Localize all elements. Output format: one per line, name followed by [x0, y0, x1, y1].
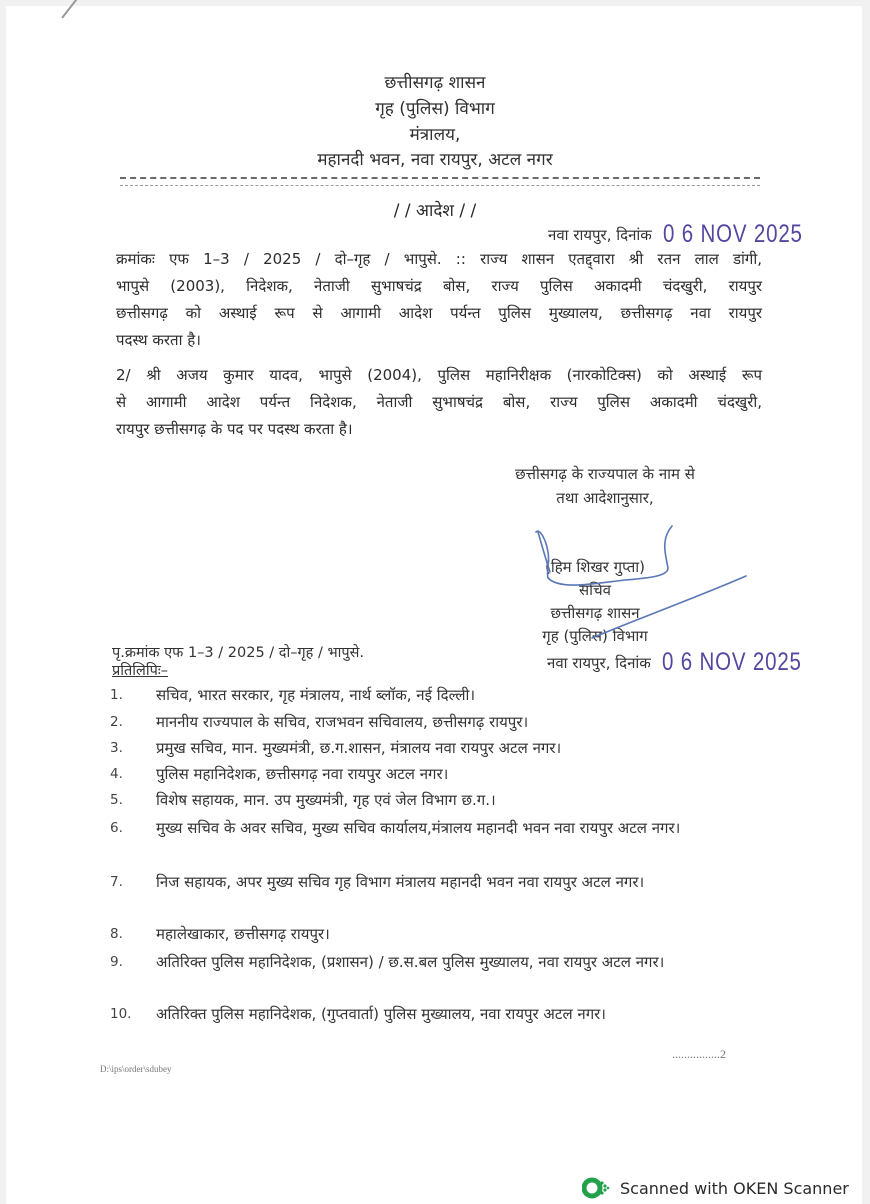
copy-item-number: 9.	[110, 954, 123, 970]
copy-item-number: 6.	[110, 820, 123, 836]
copy-item-text: अतिरिक्त पुलिस महानिदेशक, (गुप्तवार्ता) पुलिस मुख्यालय, नवा रायपुर अटल नगर।	[156, 1005, 606, 1023]
copy-item-number: 8.	[110, 926, 123, 942]
header-separator	[120, 177, 760, 179]
signatory-date-stamp: 0 6 NOV 2025	[661, 648, 802, 676]
header-ministry: मंत्रालय,	[409, 125, 461, 145]
order-place-date-label: नवा रायपुर, दिनांक	[548, 226, 652, 244]
copy-item-number: 2.	[110, 714, 123, 730]
scanner-watermark-text: Scanned with OKEN Scanner	[620, 1178, 849, 1198]
copy-item-number: 1.	[110, 687, 123, 703]
copy-list-item	[110, 710, 770, 735]
copy-item-text: सचिव, भारत सरकार, गृह मंत्रालय, नार्थ ब्लॉक, नई दिल्ली।	[156, 686, 476, 704]
signatory-place-date-label: नवा रायपुर, दिनांक	[547, 654, 651, 672]
header-address: महानदी भवन, नवा रायपुर, अटल नगर	[317, 150, 553, 170]
para1-line: छत्तीसगढ़ को अस्थाई रूप से आगामी आदेश पर्यन्त पुलिस मुख्यालय, छत्तीसगढ़ नवा रायपुर	[116, 304, 762, 322]
para2-line: रायपुर छत्तीसगढ़ के पद पर पदस्थ करता है।	[116, 420, 353, 438]
copy-item-text: पुलिस महानिदेशक, छत्तीसगढ़ नवा रायपुर अटल नगर।	[156, 765, 449, 783]
signatory-org: छत्तीसगढ़ शासन	[550, 604, 640, 622]
copy-list-item	[110, 870, 770, 920]
copy-item-number: 7.	[110, 874, 123, 890]
copy-item-text: अतिरिक्त पुलिस महानिदेशक, (प्रशासन) / छ.स.बल पुलिस मुख्यालय, नवा रायपुर अटल नगर।	[156, 953, 665, 971]
signatory-block	[520, 556, 670, 648]
header-state-govt: छत्तीसगढ़ शासन	[384, 73, 486, 93]
signatory-dept: गृह (पुलिस) विभाग	[542, 627, 648, 645]
copy-list-item	[110, 816, 770, 866]
copy-item-text: माननीय राज्यपाल के सचिव, राजभवन सचिवालय, छत्तीसगढ़ रायपुर।	[156, 713, 529, 731]
copy-list-item	[110, 922, 770, 947]
file-path-note: D:\ips\order\sdubey	[100, 1064, 172, 1074]
authority-block	[470, 464, 740, 508]
copy-list-item	[110, 683, 770, 708]
order-date-stamp: 0 6 NOV 2025	[662, 220, 803, 248]
authority-line-1: छत्तीसगढ़ के राज्यपाल के नाम से	[515, 465, 695, 483]
copy-list-item	[110, 762, 770, 787]
copy-item-number: 4.	[110, 766, 123, 782]
copy-list-item	[110, 736, 770, 761]
copy-item-text: मुख्य सचिव के अवर सचिव, मुख्य सचिव कार्यालय,मंत्रालय महानदी भवन नवा रायपुर अटल नगर।	[156, 819, 681, 837]
page-continued-marker: ................2	[672, 1047, 726, 1061]
copy-item-text: प्रमुख सचिव, मान. मुख्यमंत्री, छ.ग.शासन, मंत्रालय नवा रायपुर अटल नगर।	[156, 739, 562, 757]
signatory-date-line	[547, 646, 832, 675]
copy-list-item	[110, 788, 770, 813]
copy-item-text: निज सहायक, अपर मुख्य सचिव गृह विभाग मंत्रालय महानदी भवन नवा रायपुर अटल नगर।	[156, 873, 645, 891]
para1-line: क्रमांकः एफ 1–3 / 2025 / दो–गृह / भापुसे. :: राज्य शासन एतद्द्वारा श्री रतन लाल डांगी,	[116, 250, 762, 268]
copy-item-number: 10.	[110, 1006, 132, 1022]
signatory-designation: सचिव	[579, 581, 611, 599]
copy-item-number: 3.	[110, 740, 123, 756]
para2-line: से आगामी आदेश पर्यन्त निदेशक, नेताजी सुभाषचंद्र बोस, राज्य पुलिस अकादमी चंदखुरी,	[116, 393, 762, 411]
signatory-name: (हिम शिखर गुप्ता)	[544, 558, 646, 576]
scanner-watermark	[582, 1177, 849, 1199]
order-paragraph-1	[116, 246, 762, 354]
order-title: / / आदेश / /	[393, 201, 477, 221]
copy-item-text: महालेखाकार, छत्तीसगढ़ रायपुर।	[156, 925, 330, 943]
authority-line-2: तथा आदेशानुसार,	[556, 489, 654, 507]
para1-line: पदस्थ करता है।	[116, 331, 201, 349]
oken-scanner-logo-icon	[582, 1177, 610, 1199]
copy-list-item	[110, 1002, 770, 1027]
copy-heading: प्रतिलिपिः–	[112, 663, 169, 679]
copy-reference-number: पृ.क्रमांक एफ 1–3 / 2025 / दो–गृह / भापुसे.	[112, 645, 365, 661]
copy-item-number: 5.	[110, 792, 123, 808]
order-date-line	[548, 218, 833, 247]
copy-item-text: विशेष सहायक, मान. उप मुख्यमंत्री, गृह एवं जेल विभाग छ.ग.।	[156, 791, 496, 809]
order-paragraph-2	[116, 362, 762, 443]
header-separator-secondary	[120, 185, 760, 186]
para1-line: भापुसे (2003), निदेशक, नेताजी सुभाषचंद्र बोस, राज्य पुलिस अकादमी चंदखुरी, रायपुर	[116, 277, 762, 295]
header-department: गृह (पुलिस) विभाग	[375, 99, 495, 119]
para2-line: 2/ श्री अजय कुमार यादव, भापुसे (2004), पुलिस महानिरीक्षक (नारकोटिक्स) को अस्थाई रूप	[116, 366, 762, 384]
copy-list-item	[110, 950, 770, 1000]
